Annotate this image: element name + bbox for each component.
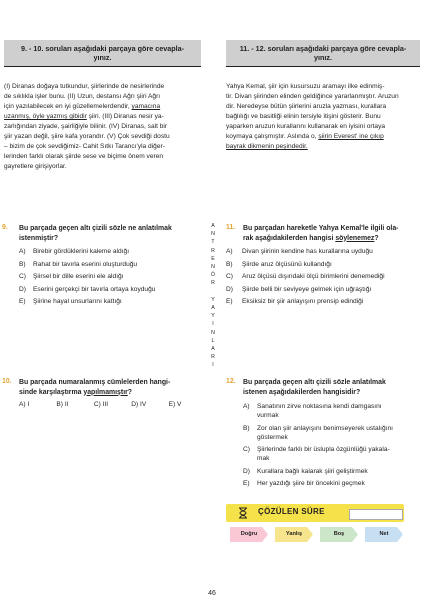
- option-a[interactable]: A) Divan şiirinin kendine has kurallarına uyduğu: [226, 248, 373, 255]
- vertical-publisher-text: [208, 222, 218, 370]
- blank-count-box[interactable]: [320, 527, 358, 542]
- passage-line: koymaya çalışmıştır. Aslında o, şiirin Everest' ine çıkıp: [226, 133, 384, 140]
- vertical-letter: I: [212, 362, 214, 369]
- solved-time-panel: [226, 496, 406, 551]
- question-10: [2, 378, 206, 408]
- passage-line: yaparken aruzun kurallarını kullanarak en iyisini ortaya: [226, 123, 386, 130]
- passage-line: tir. Divan şiirinden elinden geldiğince yararlanmıştır. Aruzun: [226, 93, 399, 100]
- vertical-letter: T: [211, 239, 215, 246]
- right-section-header: [226, 40, 420, 67]
- options-list: [243, 402, 422, 488]
- solved-time-title: ÇÖZÜLEN SÜRE: [258, 507, 325, 516]
- passage-line: [226, 142, 423, 152]
- option-b[interactable]: B) Rahat bir tavırla eserini oluşturduğu: [19, 260, 138, 268]
- question-stem: Bu parçadan hareketle Yahya Kemal'le ilgili ola- rak aşağıdakilerden hangisi söylenemez?: [243, 225, 399, 242]
- question-stem: Bu parçada geçen altı çizili sözle anlatılmak istenen aşağıdakilerden hangisidir?: [243, 379, 386, 396]
- passage-line: – bizim de çok sevdiğimiz- Cahit Sıtkı Tarancı'yla diğer-: [4, 143, 165, 150]
- passage-line: bağlılığı ve basitliği elinin tersiyle itişini gösterir. Bunu: [226, 113, 381, 120]
- option-a[interactable]: A) Sanatının zirve noktasına kendi damgasını vurmak: [243, 403, 382, 419]
- right-header-line1: 11. - 12. soruları aşağıdaki parçaya göre cevapla-: [239, 44, 407, 53]
- vertical-letter: Y: [211, 296, 215, 303]
- page-number: 46: [208, 590, 216, 597]
- question-9: [2, 224, 206, 309]
- question-number: 10.: [2, 378, 12, 385]
- vertical-letter: L: [211, 337, 215, 344]
- underlined-phrase: bayrak dikmenin peşindedir.: [226, 143, 308, 150]
- option-c[interactable]: C) Şiirsel bir dille eserini ele aldığı: [19, 273, 124, 280]
- right-passage: [226, 82, 423, 152]
- option-b[interactable]: B) Şiirde aruz ölçüsünü kullandığı: [226, 260, 332, 268]
- vertical-letter: A: [211, 305, 215, 312]
- option-e[interactable]: E) Eksiksiz bir şiir anlayışını prensip edindiği: [226, 298, 364, 305]
- vertical-letter: A: [211, 223, 215, 229]
- underlined-word: söylenemez: [335, 234, 375, 242]
- vertical-letter: E: [211, 255, 215, 262]
- question-number: 9.: [2, 224, 8, 231]
- option-b[interactable]: B) II: [56, 401, 69, 408]
- passage-line: için yazılabilecek en iyi güzellemelerdendir, yamacına: [4, 103, 161, 110]
- solved-time-header: [226, 504, 404, 522]
- passage-line: dir. Neredeyse bütün şiirlerini aruzla yazması, kurallara: [226, 103, 387, 110]
- hourglass-icon: [236, 507, 250, 519]
- question-number: 12.: [226, 378, 236, 385]
- right-header-line2: yınız.: [314, 53, 332, 62]
- option-e[interactable]: E) Şiirine hayal unsurlarını kattığı: [19, 298, 122, 305]
- underlined-phrase: yamacına: [131, 103, 161, 110]
- time-entry-field[interactable]: [349, 509, 403, 520]
- option-d[interactable]: D) Kurallara bağlı kalarak şiiri geliştirmek: [243, 467, 368, 475]
- options-list: [19, 246, 206, 309]
- question-stem: Bu parçada numaralanmış cümlelerden hangi- sinde karşılaştırma yapılmamıştır?: [19, 379, 171, 396]
- wrong-count-box[interactable]: [275, 527, 313, 542]
- vertical-letter: I: [212, 321, 214, 328]
- option-a[interactable]: A) I: [19, 401, 30, 408]
- vertical-letter: N: [211, 231, 215, 238]
- correct-label: Doğru: [240, 531, 258, 537]
- underlined-word: yapılmamıştır: [83, 388, 128, 396]
- options-list: [19, 401, 206, 408]
- option-e[interactable]: E) V: [168, 401, 182, 408]
- passage-line: zarlığından ziyade, şairliğiyle bilinir. (IV) Diranas, salt bir: [4, 123, 168, 130]
- option-a[interactable]: A) Birebir gördüklerini kaleme aldığı: [19, 248, 130, 255]
- vertical-letter: Y: [211, 313, 215, 320]
- passage-line: uzanmış, öyle yazmış gibidir şiiri. (III) Diranas nesir ya-: [4, 113, 164, 120]
- passage-line: şiir yazan değil, şiire kafa yorandır. (V) Çok sevdiği dostu: [4, 133, 170, 140]
- net-label: Net: [379, 531, 389, 537]
- left-header-line1: 9. - 10. soruları aşağıdaki parçaya göre cevapla-: [21, 44, 184, 53]
- option-c[interactable]: C) Aruz ölçüsü dışındaki ölçü birimlerini denemediği: [226, 273, 385, 280]
- left-passage: [4, 82, 204, 172]
- vertical-gap: [208, 288, 218, 296]
- option-c[interactable]: C) III: [93, 401, 109, 408]
- option-d[interactable]: D) Şiirde belli bir seviyeye gelmek için uğraştığı: [226, 285, 372, 293]
- option-c[interactable]: C) Şiirlerinde farklı bir üslupla özgünlüğü yakala- mak: [243, 446, 390, 462]
- correct-count-box[interactable]: [230, 527, 268, 542]
- passage-line: gayretlere girişiyorlar.: [4, 163, 67, 170]
- passage-line: (I) Diranas doğaya tutkundur, şiirlerinde de nesirlerinde: [4, 83, 165, 90]
- underlined-phrase: şiirin Everest' ine çıkıp: [318, 133, 384, 140]
- vertical-letter: R: [211, 280, 215, 287]
- question-12: [226, 378, 422, 492]
- vertical-letter: R: [211, 354, 215, 361]
- question-11: [226, 224, 422, 309]
- wrong-label: Yanlış: [285, 531, 303, 537]
- passage-line: Yahya Kemal, şiir için kusursuzu aramayı ilke edinmiş-: [226, 83, 385, 90]
- vertical-letter: N: [211, 329, 215, 336]
- passage-line: de sıklıkla işler bunu. (II) Uzun, destansı Ağrı şiiri Ağrı: [4, 93, 161, 100]
- option-d[interactable]: D) IV: [131, 401, 147, 408]
- option-d[interactable]: D) Eserini gerçekçi bir tavırla ortaya koyduğu: [19, 285, 156, 293]
- vertical-letter: R: [211, 247, 215, 254]
- option-b[interactable]: B) Zor olan şiir anlayışını benimseyerek ustalığını göstermek: [243, 424, 393, 441]
- question-number: 11.: [226, 224, 236, 231]
- passage-line: lerinden farklı olarak şiirde sese ve biçime önem veren: [4, 153, 164, 160]
- vertical-letter: A: [211, 346, 215, 353]
- question-stem: Bu parçada geçen altı çizili sözle ne anlatılmak istenmiştir?: [19, 225, 172, 242]
- vertical-letter: N: [211, 264, 215, 271]
- left-section-header: [4, 40, 201, 67]
- vertical-letter: Ö: [210, 272, 216, 279]
- option-e[interactable]: E) Her yazdığı şiire bir öncekini geçmek: [243, 480, 365, 487]
- underlined-phrase: uzanmış, öyle yazmış gibidir: [4, 113, 87, 120]
- options-list: [226, 246, 422, 309]
- blank-label: Boş: [333, 531, 345, 537]
- net-count-box[interactable]: [365, 527, 403, 542]
- left-header-line2: yınız.: [93, 53, 112, 62]
